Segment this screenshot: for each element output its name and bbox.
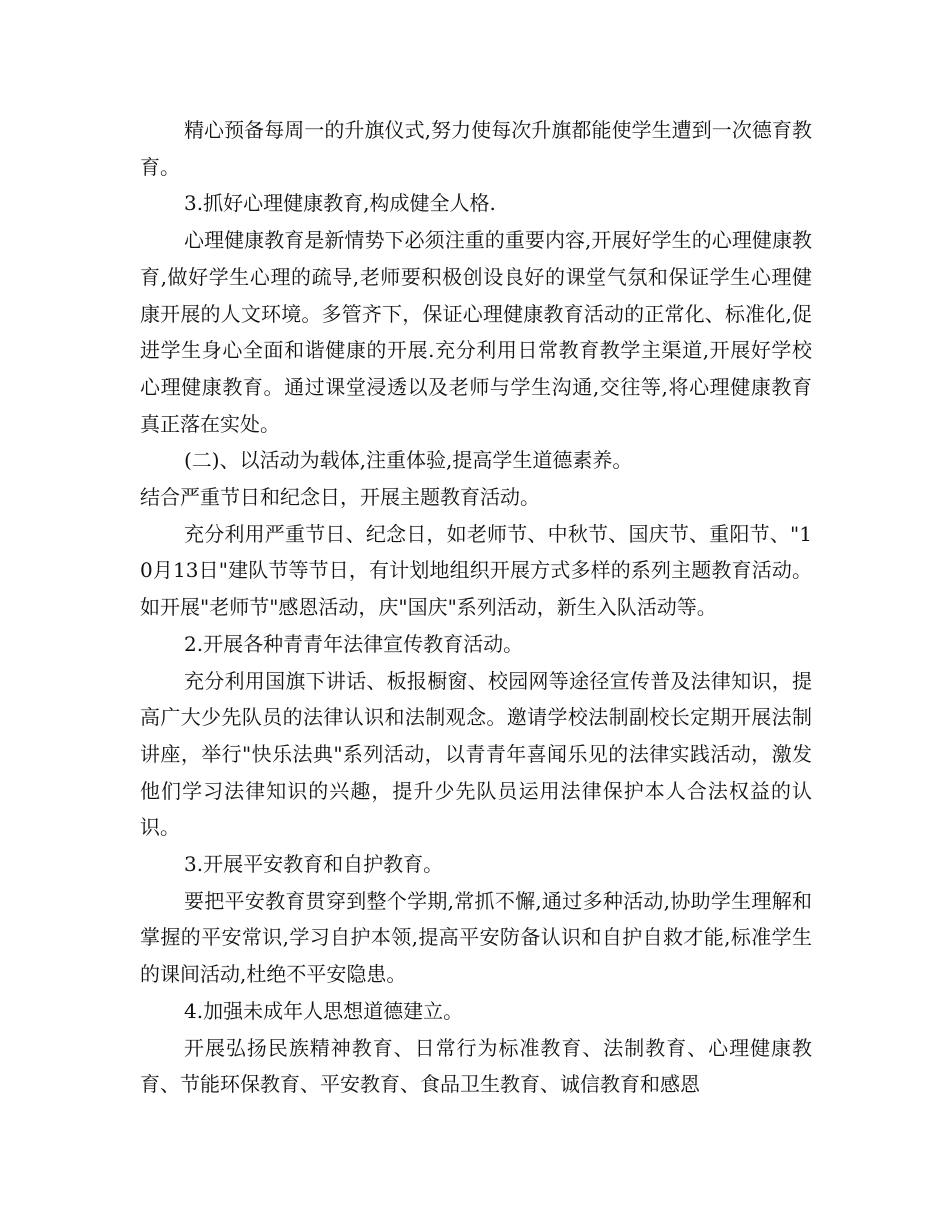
paragraph-flag-ceremony: 精心预备每周一的升旗仪式,努力使每次升旗都能使学生遭到一次德育教育。 bbox=[140, 118, 812, 179]
heading-mental-health: 3.抓好心理健康教育,构成健全人格. bbox=[184, 191, 496, 216]
heading-safety-education: 3.开展平安教育和自护教育。 bbox=[184, 852, 444, 877]
paragraph-law-education: 充分利用国旗下讲话、板报橱窗、校园网等途径宣传普及法律知识，提高广大少先队员的法律认识和法制观念。邀请学校法制副校长定期开展法制讲座，举行"快乐法典"系列活动，以青青年喜闻乐见的法律实践活动，激发他们学习法律知识的兴趣，提升少先队员运用法律保护本人合法权益的认识。 bbox=[140, 668, 812, 840]
heading-activities: (二)、以活动为载体,注重体验,提高学生道德素养。 bbox=[184, 448, 633, 473]
paragraph-safety-education: 要把平安教育贯穿到整个学期,常抓不懈,通过多种活动,协助学生理解和掌握的平安常识,学习自护本领,提高平安防备认识和自护自救才能,标准学生的课间活动,杜绝不平安隐患。 bbox=[140, 888, 812, 987]
heading-festivals: 结合严重节日和纪念日，开展主题教育活动。 bbox=[140, 485, 540, 510]
paragraph-moral-development: 开展弘扬民族精神教育、日常行为标准教育、法制教育、心理健康教育、节能环保教育、平安教育、食品卫生教育、诚信教育和感恩 bbox=[140, 1035, 812, 1097]
paragraph-mental-health: 心理健康教育是新情势下必须注重的重要内容,开展好学生的心理健康教育,做好学生心理的疏导,老师要积极创设良好的课堂气氛和保证学生心理健康开展的人文环境。多管齐下，保证心理健康教育活动的正常化、标准化,促进学生身心全面和谐健康的开展.充分利用日常教育教学主渠道,开展好学校心理健康教育。通过课堂浸透以及老师与学生沟通,交往等,将心理健康教育真正落在实处。 bbox=[140, 228, 812, 436]
document-body bbox=[140, 112, 812, 1103]
heading-moral-development: 4.加强未成年人思想道德建立。 bbox=[184, 998, 464, 1023]
heading-law-education: 2.开展各种青青年法律宣传教育活动。 bbox=[184, 631, 524, 656]
paragraph-festivals: 充分利用严重节日、纪念日，如老师节、中秋节、国庆节、重阳节、"10月13日"建队节等节日，有计划地组织开展方式多样的系列主题教育活动。如开展"老师节"感恩活动，庆"国庆"系列活动，新生入队活动等。 bbox=[140, 521, 812, 620]
